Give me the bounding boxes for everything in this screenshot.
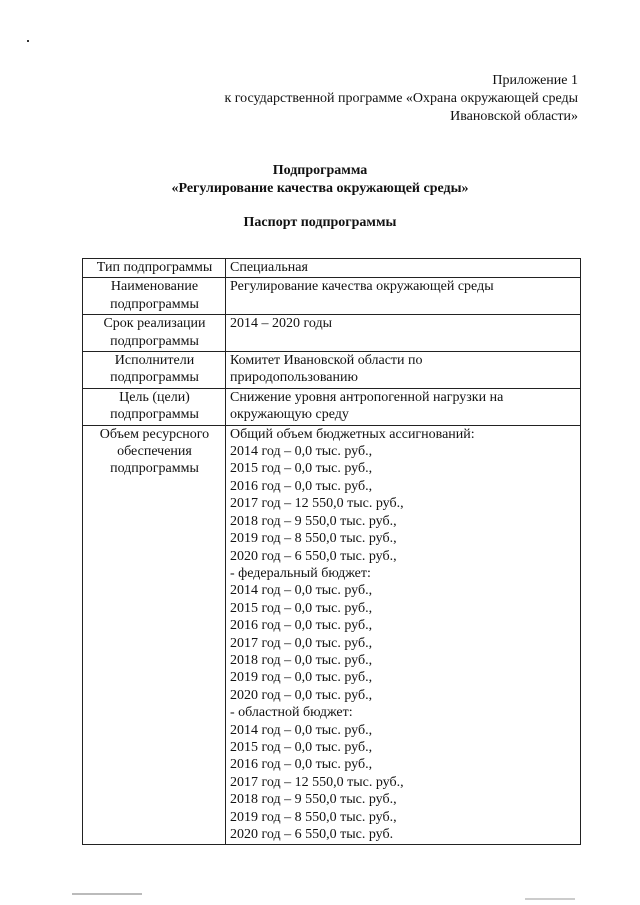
row-value-line: 2019 год – 8 550,0 тыс. руб.,: [230, 809, 397, 825]
row-value-line: 2014 год – 0,0 тыс. руб.,: [230, 722, 373, 738]
row-label-line: подпрограммы: [110, 407, 199, 423]
row-value-line: 2016 год – 0,0 тыс. руб.,: [230, 757, 373, 773]
row-label-line: подпрограммы: [110, 370, 199, 386]
row-value-line: 2014 – 2020 годы: [230, 316, 333, 332]
scan-artifact: [72, 893, 142, 895]
row-value-line: 2015 год – 0,0 тыс. руб.,: [230, 600, 373, 616]
appendix-line-2: к государственной программе «Охрана окружающей среды: [224, 91, 578, 106]
subprogram-title: [0, 162, 640, 198]
row-value-line: 2018 год – 9 550,0 тыс. руб.,: [230, 513, 397, 529]
row-label-line: подпрограммы: [110, 333, 199, 349]
row-value-cell: [226, 388, 581, 425]
row-value-line: 2019 год – 0,0 тыс. руб.,: [230, 670, 373, 686]
row-value-line: 2020 год – 6 550,0 тыс. руб.: [230, 827, 394, 842]
row-value-line: 2016 год – 0,0 тыс. руб.,: [230, 478, 373, 494]
row-value-line: Комитет Ивановской области по: [230, 353, 423, 369]
row-value-line: Снижение уровня антропогенной нагрузки на: [230, 389, 504, 405]
row-value-line: Регулирование качества окружающей среды: [230, 279, 494, 295]
row-label-line: обеспечения: [117, 444, 192, 460]
row-value-line: 2020 год – 6 550,0 тыс. руб.,: [230, 548, 397, 564]
table-row: [83, 315, 581, 352]
row-value-line: 2016 год – 0,0 тыс. руб.,: [230, 618, 373, 634]
row-label-cell: [83, 315, 226, 352]
appendix-line-3: Ивановской области»: [450, 109, 578, 124]
row-value-line: Общий объем бюджетных ассигнований:: [230, 426, 475, 442]
row-label-line: Наименование: [110, 279, 199, 295]
row-value-line: 2018 год – 9 550,0 тыс. руб.,: [230, 792, 397, 808]
passport-table: [82, 258, 581, 845]
row-label-line: Цель (цели): [119, 389, 190, 405]
row-label-line: подпрограммы: [110, 461, 199, 477]
row-value-line: 2015 год – 0,0 тыс. руб.,: [230, 461, 373, 477]
row-label-line: подпрограммы: [110, 296, 199, 312]
table-row: [83, 388, 581, 425]
row-value-line: 2017 год – 12 550,0 тыс. руб.,: [230, 496, 404, 512]
appendix-line-1: Приложение 1: [492, 73, 578, 88]
row-value-line: 2017 год – 12 550,0 тыс. руб.,: [230, 774, 404, 790]
table-row: [83, 425, 581, 845]
title-line-2: «Регулирование качества окружающей среды»: [171, 181, 469, 196]
row-label-line: Объем ресурсного: [99, 426, 210, 442]
title-line-1: Подпрограмма: [272, 163, 368, 178]
row-value-line: 2014 год – 0,0 тыс. руб.,: [230, 583, 373, 599]
table-row: [83, 259, 581, 278]
row-label-line: Исполнители: [114, 353, 195, 369]
row-label-line: Срок реализации: [103, 316, 206, 332]
row-value-line: - областной бюджет:: [230, 705, 353, 721]
row-label-line: Тип подпрограммы: [96, 260, 213, 275]
row-value-cell: [226, 278, 581, 315]
row-value-cell: [226, 352, 581, 389]
row-value-line: природопользованию: [230, 370, 358, 386]
table-row: [83, 278, 581, 315]
row-label-cell: [83, 425, 226, 845]
row-value-line: 2015 год – 0,0 тыс. руб.,: [230, 739, 373, 755]
scan-dot: [27, 40, 29, 42]
row-value-cell: [226, 259, 581, 278]
table-row: [83, 352, 581, 389]
scan-artifact: [525, 898, 575, 900]
row-label-cell: [83, 259, 226, 278]
row-value-cell: [226, 425, 581, 845]
row-value-line: 2019 год – 8 550,0 тыс. руб.,: [230, 531, 397, 547]
passport-title: Паспорт подпрограммы: [243, 215, 397, 230]
row-value-line: 2018 год – 0,0 тыс. руб.,: [230, 652, 373, 668]
row-label-cell: [83, 278, 226, 315]
row-value-line: окружающую среду: [230, 407, 349, 423]
row-value-cell: [226, 315, 581, 352]
row-value-line: 2014 год – 0,0 тыс. руб.,: [230, 444, 373, 460]
row-value-line: 2020 год – 0,0 тыс. руб.,: [230, 687, 373, 703]
appendix-header: [224, 72, 578, 126]
row-label-cell: [83, 388, 226, 425]
row-value-line: Специальная: [230, 260, 308, 275]
row-value-line: 2017 год – 0,0 тыс. руб.,: [230, 635, 373, 651]
row-value-line: - федеральный бюджет:: [230, 565, 371, 581]
row-label-cell: [83, 352, 226, 389]
